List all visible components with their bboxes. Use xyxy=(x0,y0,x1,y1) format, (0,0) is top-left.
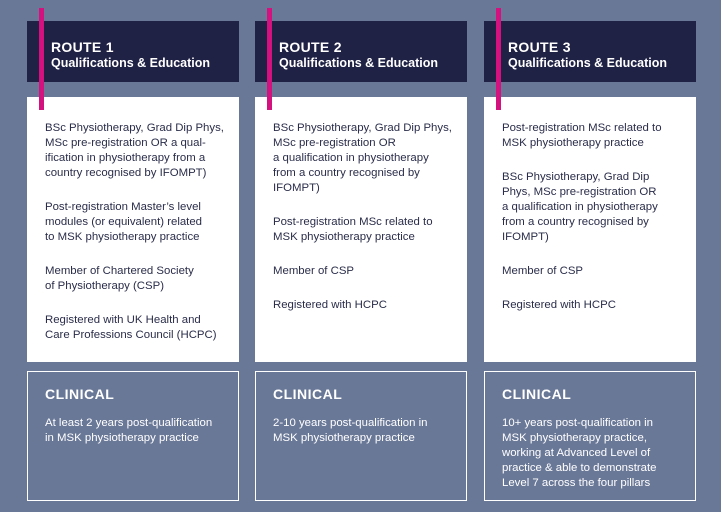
qualifications-card xyxy=(255,97,467,362)
clinical-box xyxy=(255,371,467,501)
route-header xyxy=(27,21,239,82)
route-subtitle: Qualifications & Education xyxy=(279,56,439,70)
route-header xyxy=(484,21,696,82)
route-subtitle: Qualifications & Education xyxy=(508,56,668,70)
qualification-item: Member of CSP xyxy=(273,265,355,277)
route-header xyxy=(255,21,467,82)
route-column-1 xyxy=(27,0,239,512)
accent-bar xyxy=(496,8,501,110)
qualification-item: Member of CSP xyxy=(502,265,584,277)
route-column-3 xyxy=(484,0,696,512)
qualification-item: Post-registration MSc related to MSK physiotherapy practice xyxy=(273,216,433,243)
qualification-item: Member of Chartered Society of Physiotherapy (CSP) xyxy=(45,265,194,292)
qualification-item: BSc Physiotherapy, Grad Dip Phys, MSc pre-registration OR a qual- ification in physiotherapy from a country recognised by IFOMPT) xyxy=(45,122,224,179)
route-title: ROUTE 3 xyxy=(508,39,571,55)
accent-bar xyxy=(39,8,44,110)
qualifications-card xyxy=(27,97,239,362)
route-subtitle: Qualifications & Education xyxy=(51,56,211,70)
clinical-text: 10+ years post-qualification in MSK physiotherapy practice, working at Advanced Level of practice & able to demonstrate Level 7 across the four pillars xyxy=(502,417,657,489)
route-column-2 xyxy=(255,0,467,512)
clinical-title: CLINICAL xyxy=(502,386,572,402)
qualification-item: Registered with HCPC xyxy=(502,299,616,311)
qualification-item: Post-registration Master’s level modules (or equivalent) related to MSK physiotherapy practice xyxy=(45,201,203,243)
qualification-item: BSc Physiotherapy, Grad Dip Phys, MSc pre-registration OR a qualification in physiotherapy from a country recognised by IFOMPT) xyxy=(273,122,452,194)
qualification-item: Registered with UK Health and Care Professions Council (HCPC) xyxy=(45,314,217,341)
clinical-box xyxy=(27,371,239,501)
qualifications-card xyxy=(484,97,696,362)
accent-bar xyxy=(267,8,272,110)
clinical-title: CLINICAL xyxy=(45,386,115,402)
clinical-text: At least 2 years post-qualification in MSK physiotherapy practice xyxy=(45,417,213,444)
clinical-text: 2-10 years post-qualification in MSK physiotherapy practice xyxy=(273,417,428,444)
qualification-item: BSc Physiotherapy, Grad Dip Phys, MSc pre-registration OR a qualification in physiotherapy from a country recognised by IFOMPT) xyxy=(502,171,658,243)
clinical-box xyxy=(484,371,696,501)
route-title: ROUTE 2 xyxy=(279,39,342,55)
qualification-item: Post-registration MSc related to MSK physiotherapy practice xyxy=(502,122,662,149)
clinical-title: CLINICAL xyxy=(273,386,343,402)
qualification-item: Registered with HCPC xyxy=(273,299,387,311)
route-title: ROUTE 1 xyxy=(51,39,114,55)
